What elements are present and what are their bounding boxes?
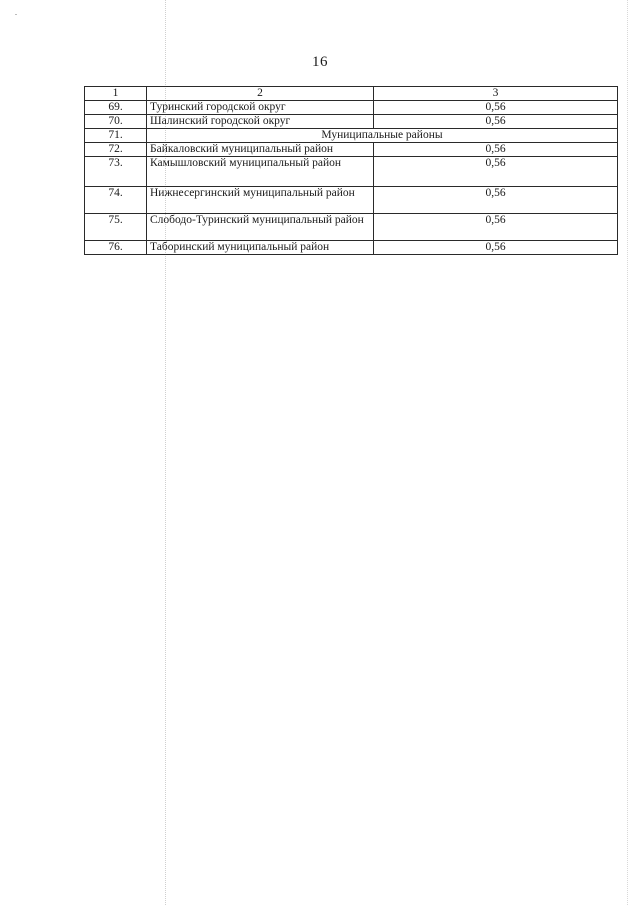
row-name: Слободо-Туринский муниципальный район	[147, 214, 374, 241]
table-row	[85, 115, 618, 129]
page-number: 16	[312, 54, 328, 70]
table-section-row	[85, 129, 618, 143]
table-row	[85, 214, 618, 241]
row-value: 0,56	[374, 101, 618, 115]
row-number: 74.	[85, 187, 147, 214]
row-name: Камышловский муниципальный район	[147, 157, 374, 187]
table-header-cell: 2	[147, 87, 374, 101]
row-number: 73.	[85, 157, 147, 187]
row-name: Таборинский муниципальный район	[147, 241, 374, 255]
table-row	[85, 143, 618, 157]
row-number: 72.	[85, 143, 147, 157]
row-value: 0,56	[374, 214, 618, 241]
row-number: 75.	[85, 214, 147, 241]
table-header-cell: 1	[85, 87, 147, 101]
row-name: Шалинский городской округ	[147, 115, 374, 129]
row-value: 0,56	[374, 157, 618, 187]
row-value: 0,56	[374, 241, 618, 255]
scan-artifact-dot	[15, 14, 17, 15]
row-number: 70.	[85, 115, 147, 129]
scan-fold-line-right	[627, 0, 628, 905]
row-value: 0,56	[374, 143, 618, 157]
section-heading: Муниципальные районы	[147, 129, 618, 143]
row-name: Байкаловский муниципальный район	[147, 143, 374, 157]
table-header-cell: 3	[374, 87, 618, 101]
row-number: 76.	[85, 241, 147, 255]
table-row	[85, 157, 618, 187]
table-row	[85, 241, 618, 255]
row-number: 71.	[85, 129, 147, 143]
table-row	[85, 187, 618, 214]
row-value: 0,56	[374, 115, 618, 129]
row-name: Туринский городской округ	[147, 101, 374, 115]
row-name: Нижнесергинский муниципальный район	[147, 187, 374, 214]
table-row	[85, 101, 618, 115]
table-header-row	[85, 87, 618, 101]
row-number: 69.	[85, 101, 147, 115]
row-value: 0,56	[374, 187, 618, 214]
municipality-table	[84, 86, 618, 255]
